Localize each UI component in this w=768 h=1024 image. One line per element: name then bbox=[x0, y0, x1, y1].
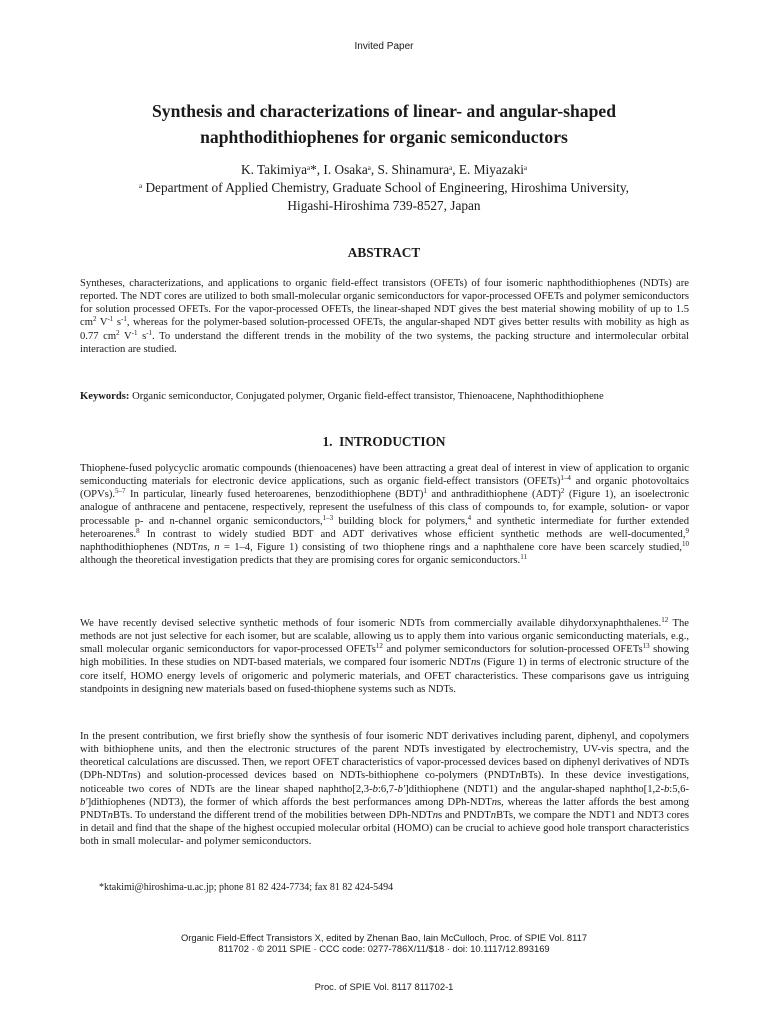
abstract-text: Syntheses, characterizations, and applications to organic field-effect transistors (OFETs) of four isomeric naphthodithiophenes (NDTs) are reported. The NDT cores are utilized to both small-molecular organic semiconductors for vapor-processed OFETs and polymer semiconductors for solution processed OFETs. For the vapor-processed OFETs, the linear-shaped NDT gives the best material showing mobility of up to 1.5 $cm^2$ $V^{-1}$ $s^{-1}$, whereas for the polymer-based solution-processed OFETs, the angular-shaped NDT gives better results with mobility as high as 0.77 $cm^2$ $V^{-1}$ $s^{-1}$. To understand the different trends in the mobility of the two systems, the packing structure and intermolecular orbital interaction are studied. bbox=[80, 278, 689, 355]
paper-title-line1: Synthesis and characterizations of linear- and angular-shaped bbox=[152, 101, 616, 121]
author-name: E. Miyazaki bbox=[458, 162, 524, 177]
author-list: K. Takimiya$^a$*, I. Osaka$^a$, S. Shinamura$^a$, E. Miyazaki$^a$ bbox=[240, 162, 528, 177]
section-heading-introduction: 1. INTRODUCTION bbox=[322, 434, 446, 449]
invited-paper-label: Invited Paper bbox=[354, 41, 414, 52]
author-name: I. Osaka bbox=[323, 162, 368, 177]
corresponding-author-footnote: *ktakimi@hiroshima-u.ac.jp; phone 81 82 424-7734; fax 81 82 424-5494 bbox=[99, 882, 394, 893]
affiliation-line1: $^a$ Department of Applied Chemistry, Graduate School of Engineering, Hiroshima University, bbox=[139, 180, 629, 195]
keywords-list: Organic semiconductor, Conjugated polymer, Organic field-effect transistor, Thienoacene, Naphthodithiophene bbox=[129, 391, 604, 402]
citation-block bbox=[0, 932, 768, 954]
citation-line2: 811702 · © 2011 SPIE · CCC code: 0277-786X/11/$18 · doi: 10.1117/12.893169 bbox=[218, 943, 550, 954]
affiliation-line2: Higashi-Hiroshima 739-8527, Japan bbox=[287, 198, 481, 213]
paper-title bbox=[0, 98, 768, 150]
abstract-heading: ABSTRACT bbox=[347, 245, 421, 260]
page-footer: Proc. of SPIE Vol. 8117 811702-1 bbox=[314, 981, 454, 992]
author-name: S. Shinamura bbox=[377, 162, 450, 177]
paper-title-line2: naphthodithiophenes for organic semiconductors bbox=[200, 127, 568, 147]
intro-paragraph-1: Thiophene-fused polycyclic aromatic compounds (thienoacenes) have been attracting a great deal of interest in view of application to organic semiconducting materials for electronic device applications, such as organic field-effect transistors (OFETs)$^{1-4}$ and organic photovoltaics (OPVs).$^{5-7}$ In particular, linearly fused heteroarenes, benzodithiophene (BDT)$^1$ and anthradithiophene (ADT)$^2$ (Figure 1), an isoelectronic analogue of anthracene and pentacene, respectively, represent the usefulness of this class of compounds to, for example, solution- or vapor processable p- and n-channel organic semiconductors,$^{1-3}$ building block for polymers,$^4$ and synthetic intermediate for further extended heteroarenes.$^8$ In contrast to widely studied BDT and ADT derivatives whose efficient synthetic methods are well-documented,$^9$ naphthodithiophenes (NDTns, n = 1–4, Figure 1) consisting of two thiophene rings and a naphthalene core have been scarcely studied,$^{10}$ although the theoretical investigation predicts that they are promising cores for organic semiconductors.$^{11}$ bbox=[80, 463, 690, 567]
author-name: K. Takimiya bbox=[240, 162, 308, 177]
affiliation bbox=[0, 179, 768, 215]
citation-line1: Organic Field-Effect Transistors X, edited by Zhenan Bao, Iain McCulloch, Proc. of SPIE Vol. 8117 bbox=[180, 932, 588, 943]
keywords bbox=[80, 390, 689, 403]
intro-paragraph-3: In the present contribution, we first briefly show the synthesis of four isomeric NDT derivatives including parent, diphenyl, and copolymers with bithiophene units, and then the electronic structures of the parent NDTs investigated by electrochemistry, UV-vis spectra, and the theoretical calculations are discussed. Then, we report OFET characteristics of vapor-processed devices based on diphenyl derivatives of NDTs (DPh-NDTns) and solution-processed devices based on NDTs-bithiophene co-polymers (PNDTnBTs). In these device investigations, noticeable two cores of NDTs are the linear shaped naphtho[2,3-b:6,7-b′]dithiophene (NDT1) and the angular-shaped naphtho[1,2-b:5,6-b′]dithiophenes (NDT3), the former of which affords the best performances among DPh-NDTns, whereas the latter affords the best among PNDTnBTs. To understand the different trend of the mobilities between DPh-NDTns and PNDTnBTs, we compare the NDT1 and NDT3 cores in detail and find that the shape of the highest occupied molecular orbital (HOMO) can be crucial to achieve good hole transport characteristics both in small molecular- and polymer semiconductors. bbox=[80, 731, 689, 848]
intro-paragraph-2: We have recently devised selective synthetic methods of four isomeric NDTs from commercially available dihydorxynaphthalenes.$^{12}$ The methods are not just selective for each isomer, but are scalable, allowing us to apply them into various organic semiconducting materials, e.g., small molecular organic semiconductors for vapor-processed OFETs$^{12}$ and polymer semiconductors for solution-processed OFETs$^{13}$ showing high mobilities. In these studies on NDT-based materials, we compared four isomeric NDTns (Figure 1) in terms of electronic structure of the core itself, HOMO energy levels of origomeric and polymeric materials, and OFET characteristics. These comparisons gave us intriguing standpoints in designing new materials based on fused-thiophene systems such as NDTs. bbox=[80, 616, 690, 695]
keywords-label: Keywords: bbox=[80, 391, 130, 402]
